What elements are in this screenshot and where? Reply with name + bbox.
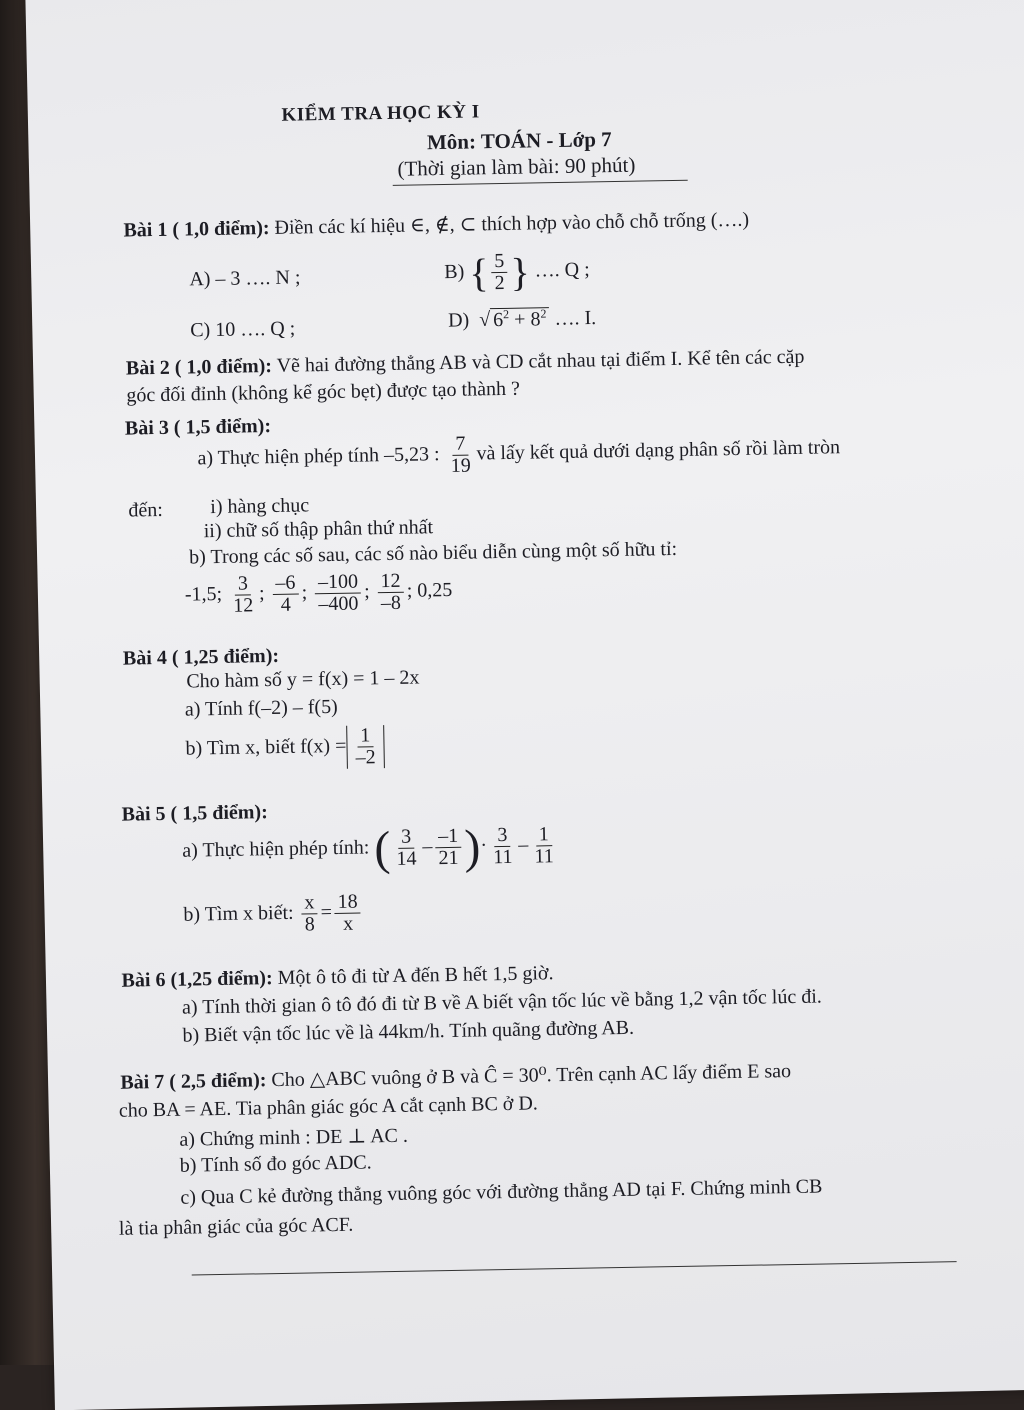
bai4-b-pre: b) Tìm x, biết f(x) = <box>185 734 347 760</box>
bai4-b <box>185 725 385 771</box>
bai7-line2: cho BA = AE. Tia phân giác góc A cắt cạnh BC ở D. <box>118 1092 539 1122</box>
bai6-line <box>121 962 553 993</box>
bai5-title: Bài 5 ( 1,5 điểm): <box>121 801 268 826</box>
bai1-d-tail: …. I. <box>554 306 597 330</box>
bai5-b: b) Tìm x biết: $\frac{x}{8}$ = $\frac{18}{x}$ <box>183 891 364 937</box>
bai5-b-pre: b) Tìm x biết: <box>183 901 294 926</box>
frac-num: 1 <box>536 824 552 846</box>
bai6-title: Bài 6 (1,25 điểm): <box>121 967 273 992</box>
frac-den: 19 <box>450 454 471 477</box>
abs-value <box>346 725 385 769</box>
fraction-first: -1,5; <box>184 582 223 606</box>
fraction-item <box>377 571 404 614</box>
fraction-item <box>272 573 299 616</box>
bai4-b-frac <box>352 725 379 768</box>
bai1-a: A) – 3 …. N ; <box>189 266 301 291</box>
frac-den: 8 <box>304 913 316 936</box>
bai6-text: Một ô tô đi từ A đến B hết 1,5 giờ. <box>277 962 554 989</box>
bai3-a <box>197 427 840 481</box>
frac-4 <box>531 824 557 867</box>
frac-den: 4 <box>280 593 292 616</box>
frac-den: –2 <box>355 746 376 769</box>
bai6-b: b) Biết vận tốc lúc về là 44km/h. Tính quãng đường AB. <box>182 1016 635 1047</box>
frac-num: 3 <box>494 825 510 847</box>
frac-den: 11 <box>493 845 513 869</box>
exam-title: KIỂM TRA HỌC KỲ I <box>281 101 480 126</box>
bai3-den: đến: <box>128 498 163 522</box>
frac-den: –8 <box>380 591 402 615</box>
frac-num: –1 <box>435 826 461 848</box>
frac-num: 7 <box>452 434 468 456</box>
frac-den: –400 <box>318 592 359 616</box>
bai1-d <box>448 305 596 332</box>
frac-num: –6 <box>272 573 298 595</box>
frac-num: 3 <box>398 827 414 849</box>
frac-den: 12 <box>233 594 254 617</box>
bai3-b: b) Trong các số sau, các số nào biểu diễn cùng một số hữu tỉ: <box>189 537 678 569</box>
bai2-title: Bài 2 ( 1,0 điểm): <box>125 354 273 380</box>
bai1-b <box>444 247 590 297</box>
fraction-item <box>230 573 257 616</box>
sqrt-expression: √ $6^2 + 8^2$ <box>474 307 550 331</box>
bai1-text: Điền các kí hiệu ∈, ∉, ⊂ thích hợp vào chỗ chỗ trống (….) <box>274 208 750 239</box>
frac-den: 14 <box>396 847 417 870</box>
bai4-line1: Cho hàm số y = f(x) = 1 – 2x <box>186 666 420 693</box>
frac-num: 12 <box>377 571 403 593</box>
bai7-c1: c) Qua C kẻ đường thẳng vuông góc với đường thẳng AD tại F. Chứng minh CB <box>180 1175 823 1209</box>
frac-3 <box>490 825 516 868</box>
bai3-a-frac <box>447 433 474 476</box>
bai1-b-label: B) <box>444 260 465 284</box>
bai5-a-pre: a) Thực hiện phép tính: <box>182 836 370 862</box>
bai3-fractions: -1,5; $\frac{3}{12}$ ; $\frac{-6}{4}$ ; $\frac{-100}{-400}$ ; $\frac{12}{-8}$ ; 0,25 <box>184 569 453 617</box>
frac-den: 11 <box>534 845 554 868</box>
bai7-title: Bài 7 ( 2,5 điểm): <box>120 1069 267 1094</box>
frac-den: 21 <box>438 846 459 870</box>
bai1 <box>123 207 749 243</box>
frac-18x <box>335 892 362 935</box>
frac-den: 2 <box>494 271 505 295</box>
bai2-text: Vẽ hai đường thẳng AB và CD cắt nhau tại điểm I. Kể tên các cặp <box>276 345 805 377</box>
bai3-a-post: và lấy kết quả dưới dạng phân số rồi làm tròn <box>476 436 841 465</box>
bai7-c2: là tia phân giác của góc ACF. <box>118 1213 354 1240</box>
frac-1 <box>393 826 420 869</box>
bai4-a: a) Tính f(–2) – f(5) <box>184 695 338 721</box>
bai3-i: i) hàng chục <box>210 494 310 519</box>
bai1-c: C) 10 …. Q ; <box>190 317 296 342</box>
paren-open: ( <box>373 822 391 876</box>
bai3-title: Bài 3 ( 1,5 điểm): <box>124 415 272 440</box>
bai7-b: b) Tính số đo góc ADC. <box>179 1151 372 1177</box>
bai7-text: Cho △ABC vuông ở B và Ĉ = 30⁰. Trên cạnh AC lấy điểm E sao <box>271 1060 792 1092</box>
bai4-title: Bài 4 ( 1,25 điểm): <box>122 644 280 670</box>
bai7-a: a) Chứng minh : DE ⊥ AC . <box>179 1124 409 1151</box>
bai1-b-tail: …. Q ; <box>534 258 590 282</box>
exam-subject: Môn: TOÁN - Lớp 7 <box>426 127 612 155</box>
bai3-ii: ii) chữ số thập phân thứ nhất <box>203 516 434 543</box>
bai1-title: Bài 1 ( 1,0 điểm): <box>123 217 270 242</box>
frac-num: x <box>301 892 317 914</box>
bai3-a-pre: a) Thực hiện phép tính –5,23 : <box>197 443 440 470</box>
fraction-item <box>315 571 362 615</box>
frac-num: 1 <box>357 725 373 747</box>
bai1-d-label: D) <box>447 309 470 332</box>
brace-close: } <box>510 249 531 295</box>
bai2-line2: góc đối đỉnh (không kể góc bẹt) được tạo thành ? <box>126 377 521 407</box>
exam-content <box>50 0 1024 1374</box>
fraction-last: ; 0,25 <box>406 578 453 602</box>
frac-den: x <box>342 912 354 935</box>
brace-open: { <box>468 250 489 296</box>
footer-rule <box>192 1261 957 1275</box>
bai1-b-frac <box>491 251 508 294</box>
bai5-a: a) Thực hiện phép tính: ( $\frac{3}{14}$ – $\frac{-1}{21}$ )· $\frac{3}{11}$ – $\frac{1}{11}$ <box>182 818 560 880</box>
exam-time: (Thời gian làm bài: 90 phút) <box>397 152 636 181</box>
frac-num: 5 <box>491 251 507 273</box>
frac-num: 18 <box>335 892 361 914</box>
bai2-line1 <box>126 346 805 381</box>
frac-2 <box>435 826 462 869</box>
bai7-line1 <box>120 1058 791 1095</box>
paren-close: ) <box>463 820 481 874</box>
frac-num: –100 <box>315 571 361 594</box>
frac-x8 <box>301 892 318 935</box>
bai6-a: a) Tính thời gian ô tô đó đi từ B về A biết vận tốc lúc về bằng 1,2 vận tốc lúc đi. <box>181 985 822 1019</box>
frac-num: 3 <box>235 573 251 595</box>
